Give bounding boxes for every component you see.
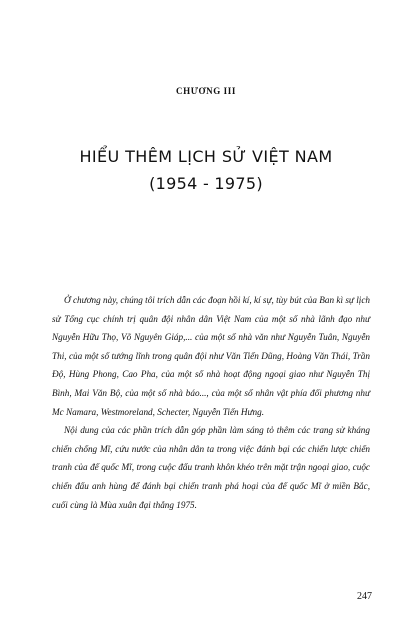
- chapter-years: (1954 - 1975): [149, 174, 263, 193]
- chapter-title: HIỂU THÊM LỊCH SỬ VIỆT NAM: [79, 147, 333, 166]
- paragraph-1: Ở chương này, chúng tôi trích dẫn các đoạn hồi kí, kí sự, tùy bút của Ban kì sự lịch sử Tổng cục chính trị quân đội nhân dân Việt Nam của một số nhà lãnh đạo như Nguyễn Hữu Thọ, Võ Nguyên Giáp,... của một số nhà văn như Nguyễn Tuân, Nguyễn Thi, của một số tướng lĩnh trong quân đội như Văn Tiến Dũng, Hoàng Văn Thái, Trần Độ, Hùng Phong, Cao Pha, của một số nhà hoạt động ngoại giao như Nguyễn Thị Bình, Mai Văn Bộ, của một số nhà báo..., của một số nhân vật phía đối phương như Mc Namara, Westmoreland, Schecter, Nguyễn Tiến Hưng.: [52, 295, 370, 417]
- page-number: 247: [357, 591, 372, 602]
- body-text: [52, 291, 370, 514]
- paragraph-2: Nội dung của các phần trích dẫn góp phần làm sáng tỏ thêm các trang sử kháng chiến chống Mĩ, cứu nước của nhân dân ta trong việc đánh bại các chiến lược chiến tranh của đế quốc Mĩ, trong cuộc đấu tranh khôn khéo trên mặt trận ngoại giao, cuộc chiến đấu anh hùng để đánh bại chiến tranh phá hoại của đế quốc Mĩ ở miền Bắc, cuối cùng là Mùa xuân đại thắng 1975.: [52, 425, 370, 510]
- chapter-label: CHƯƠNG III: [176, 86, 236, 96]
